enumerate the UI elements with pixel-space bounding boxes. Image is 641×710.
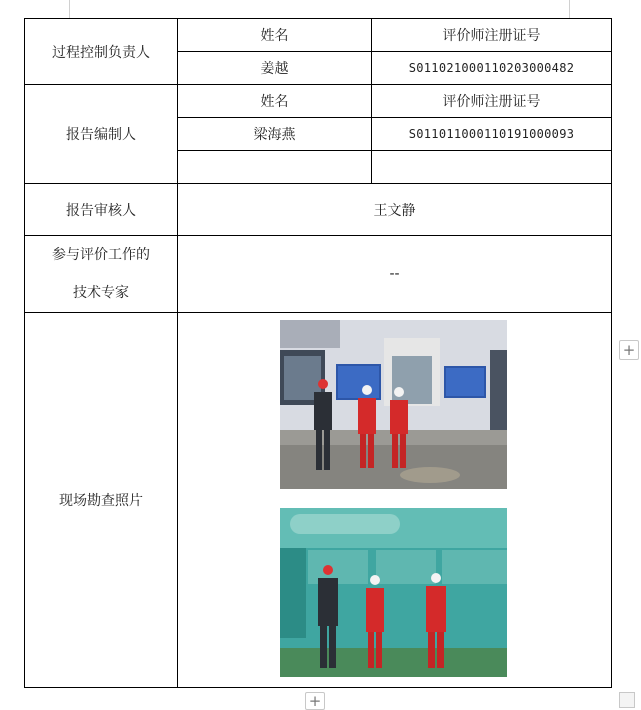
blank-cert-cell xyxy=(372,151,612,184)
experts-label-line1: 参与评价工作的 xyxy=(52,247,150,263)
experts-value: -- xyxy=(178,236,612,313)
name-column-header: 姓名 xyxy=(178,85,372,118)
site-photos-row xyxy=(25,313,612,688)
page-guide-right xyxy=(569,0,570,18)
process-control-label: 过程控制负责人 xyxy=(25,19,178,85)
experts-row xyxy=(25,236,612,313)
reviewer-label: 报告审核人 xyxy=(25,184,178,236)
report-signoff-table xyxy=(24,18,612,688)
cert-column-header: 评价师注册证号 xyxy=(372,85,612,118)
blank-name-cell xyxy=(178,151,372,184)
process-control-header-row xyxy=(25,19,612,52)
cert-column-header: 评价师注册证号 xyxy=(372,19,612,52)
site-photos-cell xyxy=(178,313,612,688)
experts-label xyxy=(25,236,178,313)
page-guide-left xyxy=(69,0,70,18)
report-author-cert: S011011000110191000093 xyxy=(372,118,612,151)
table-resize-handle[interactable] xyxy=(619,692,635,708)
process-control-name: 姜越 xyxy=(178,52,372,85)
add-column-button[interactable]: + xyxy=(619,340,639,360)
name-column-header: 姓名 xyxy=(178,19,372,52)
report-author-header-row xyxy=(25,85,612,118)
site-photo-1 xyxy=(280,320,507,489)
reviewer-name: 王文静 xyxy=(178,184,612,236)
reviewer-row xyxy=(25,184,612,236)
experts-label-line2: 技术专家 xyxy=(73,285,129,301)
report-author-label: 报告编制人 xyxy=(25,85,178,184)
report-author-name: 梁海燕 xyxy=(178,118,372,151)
site-photos-label: 现场勘查照片 xyxy=(25,313,178,688)
process-control-cert: S011021000110203000482 xyxy=(372,52,612,85)
add-row-button[interactable]: + xyxy=(305,692,325,710)
site-photo-2 xyxy=(280,508,507,677)
